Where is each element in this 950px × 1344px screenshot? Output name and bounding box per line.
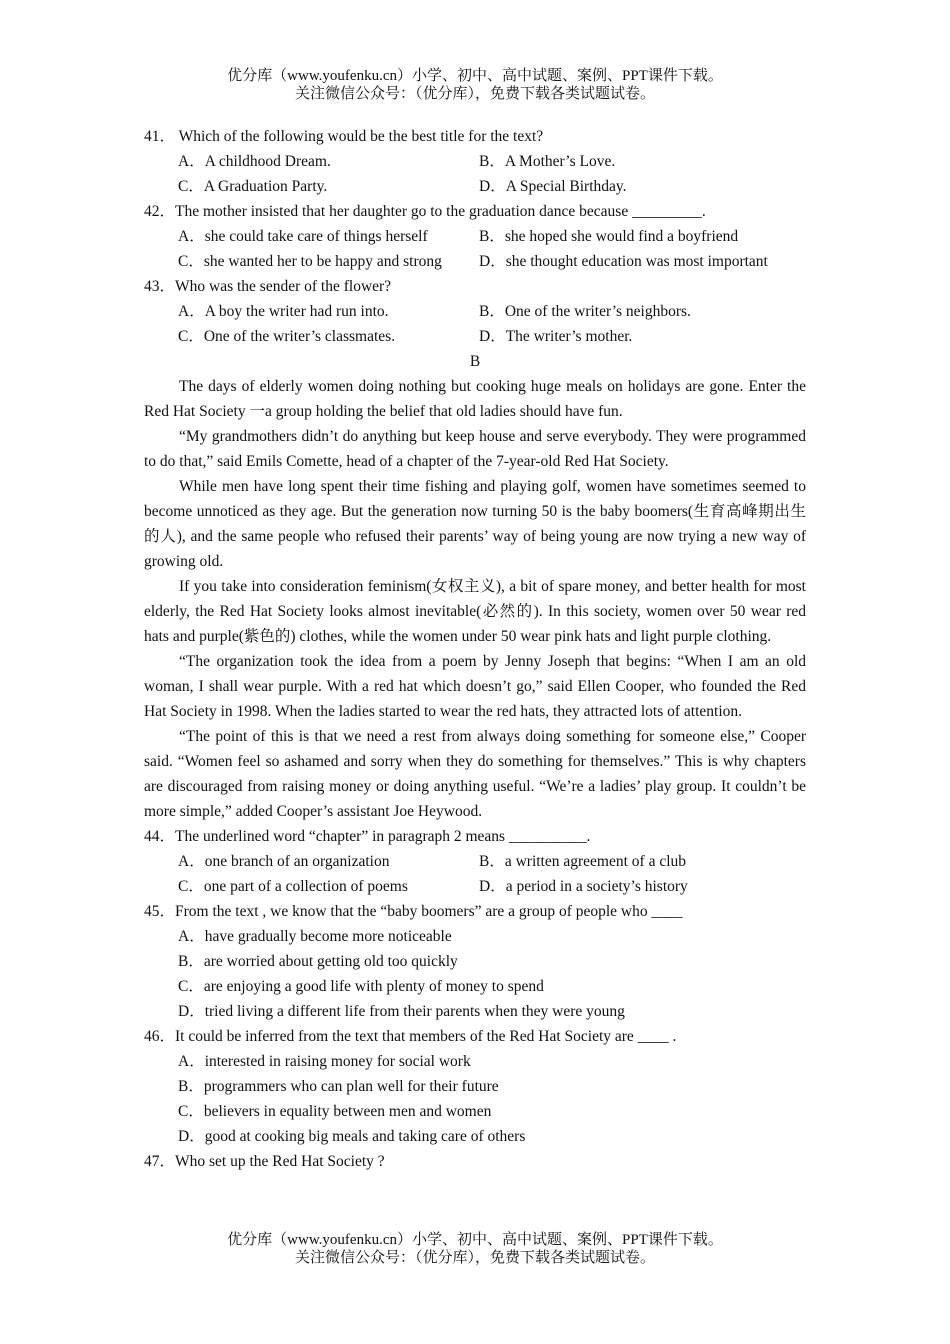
section-label: B	[469, 353, 481, 370]
question-44-options-row-2	[144, 874, 806, 899]
option-c: C．believers in equality between men and women	[178, 1103, 492, 1120]
passage-paragraph: “My grandmothers didn’t do anything but keep house and serve everybody. They were programmed to do that,” said Emils Comette, head of a chapter of the 7-year-old Red Hat Society.	[144, 428, 806, 470]
option-c: C．she wanted her to be happy and strong	[178, 253, 442, 270]
option-a: A．interested in raising money for social work	[178, 1053, 471, 1070]
option-b: B．One of the writer’s neighbors.	[479, 303, 691, 320]
passage-paragraph: “The point of this is that we need a rest from always doing something for someone else,” Cooper said. “Women feel so ashamed and sorry when they do something for themselves.” This is why chapters are discouraged from raising money or doing anything useful. “We’re a ladies’ play group. It couldn’t be more simple,” added Cooper’s assistant Joe Heywood.	[144, 728, 806, 820]
option-b: B．she hoped she would find a boyfriend	[479, 228, 739, 245]
question-43-stem: 43．Who was the sender of the flower?	[144, 278, 392, 295]
question-41-stem: 41． Which of the following would be the best title for the text?	[144, 128, 544, 145]
document-body	[144, 124, 806, 1174]
page-header	[0, 67, 950, 103]
question-42-options-row-1	[144, 224, 806, 249]
question-45-stem: 45．From the text , we know that the “baby boomers” are a group of people who ____	[144, 903, 683, 920]
question-44-stem: 44．The underlined word “chapter” in paragraph 2 means __________.	[144, 828, 591, 845]
option-a: A．A boy the writer had run into.	[178, 303, 389, 320]
option-c: C．one part of a collection of poems	[178, 878, 408, 895]
option-a: A．A childhood Dream.	[178, 153, 331, 170]
passage-paragraph: While men have long spent their time fishing and playing golf, women have sometimes seemed to become unnoticed as they age. But the generation now turning 50 is the baby boomers(生育高峰期出生的人), and the same people who refused their parents’ way of being young are now trying a new way of growing old.	[144, 478, 806, 570]
header-line-1: 优分库（www.youfenku.cn）小学、初中、高中试题、案例、PPT课件下载。	[227, 68, 723, 84]
option-a: A．she could take care of things herself	[178, 228, 428, 245]
question-43-options-row-1	[144, 299, 806, 324]
option-c: C．A Graduation Party.	[178, 178, 328, 195]
passage-paragraph: If you take into consideration feminism(女权主义), a bit of spare money, and better health for most elderly, the Red Hat Society looks almost inevitable(必然的). In this society, women over 50 wear red hats and purple(紫色的) clothes, while the women under 50 wear pink hats and light purple clothing.	[144, 578, 806, 645]
question-42-stem: 42．The mother insisted that her daughter go to the graduation dance because _________.	[144, 203, 706, 220]
option-c: C．One of the writer’s classmates.	[178, 328, 396, 345]
question-44-options-row-1	[144, 849, 806, 874]
header-line-2: 关注微信公众号：（优分库），免费下载各类试题试卷。	[294, 86, 655, 102]
option-d: D．A Special Birthday.	[479, 178, 627, 195]
option-c: C．are enjoying a good life with plenty of money to spend	[178, 978, 544, 995]
question-41-options-row-1	[144, 149, 806, 174]
question-46-stem: 46．It could be inferred from the text that members of the Red Hat Society are ____ .	[144, 1028, 677, 1045]
option-a: A．have gradually become more noticeable	[178, 928, 452, 945]
option-a: A．one branch of an organization	[178, 853, 390, 870]
passage-paragraph: The days of elderly women doing nothing but cooking huge meals on holidays are gone. Enter the Red Hat Society 一a group holding the belief that old ladies should have fun.	[144, 378, 806, 420]
question-42-options-row-2	[144, 249, 806, 274]
option-d: D．she thought education was most important	[479, 253, 768, 270]
footer-line-2: 关注微信公众号：（优分库），免费下载各类试题试卷。	[294, 1250, 655, 1266]
option-d: D．The writer’s mother.	[479, 328, 633, 345]
option-d: D．tried living a different life from their parents when they were young	[178, 1003, 625, 1020]
passage-paragraph: “The organization took the idea from a poem by Jenny Joseph that begins: “When I am an old woman, I shall wear purple. With a red hat which doesn’t go,” said Ellen Cooper, who founded the Red Hat Society in 1998. When the ladies started to wear the red hats, they attracted lots of attention.	[144, 653, 806, 720]
option-b: B．A Mother’s Love.	[479, 153, 616, 170]
question-47-stem: 47．Who set up the Red Hat Society ?	[144, 1153, 385, 1170]
option-b: B．programmers who can plan well for their future	[178, 1078, 499, 1095]
option-b: B．a written agreement of a club	[479, 853, 687, 870]
page-footer	[0, 1231, 950, 1267]
footer-line-1: 优分库（www.youfenku.cn）小学、初中、高中试题、案例、PPT课件下载。	[227, 1232, 723, 1248]
option-b: B．are worried about getting old too quickly	[178, 953, 458, 970]
option-d: D．good at cooking big meals and taking care of others	[178, 1128, 526, 1145]
option-d: D．a period in a society’s history	[479, 878, 688, 895]
question-41-options-row-2	[144, 174, 806, 199]
question-43-options-row-2	[144, 324, 806, 349]
